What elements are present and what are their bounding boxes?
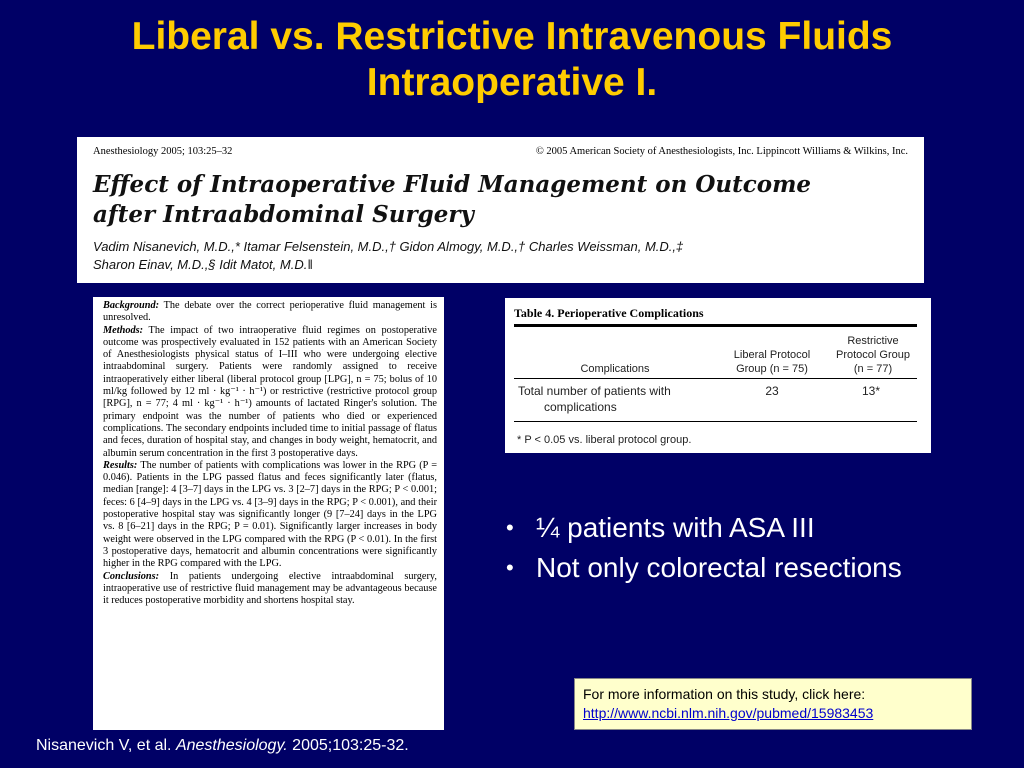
table-header-liberal xyxy=(717,348,827,376)
paper-title xyxy=(93,170,811,230)
abstract-body: In patients undergoing elective intraabdominal surgery, intraoperative use of restrictive fluid management may be advantageous because it reduces postoperative morbidity and shortens hospital stay. xyxy=(103,570,437,607)
slide-title xyxy=(0,14,1024,106)
abstract-heading: Conclusions: xyxy=(103,570,160,582)
paper-authors-line2: Sharon Einav, M.D.,§ Idit Matot, M.D.‖ xyxy=(93,257,313,272)
abstract-text xyxy=(103,300,437,607)
pubmed-link[interactable]: http://www.ncbi.nlm.nih.gov/pubmed/15983453 xyxy=(583,705,874,721)
paper-authors-line1: Vadim Nisanevich, M.D.,* Itamar Felsenstein, M.D.,† Gidon Almogy, M.D.,† Charles Weissman, M.D.,‡ xyxy=(93,239,684,254)
abstract-heading: Methods: xyxy=(103,324,144,336)
abstract-body: The number of patients with complications was lower in the RPG (P = 0.046). Patients in the LPG passed flatus and feces significantly later (flatus, median [range]: 4 [3–7] days in the LPG vs. 3 [2–7] days in the RPG; P < 0.001; feces: 6 [4–9] days in the LPG vs. 4 [3–9] days in the RPG; P < 0.001), and their postoperative hospital stay was significantly longer (9 [7–24] days in the LPG vs. 8 [6–21] days in the RPG; P = 0.01). Significantly larger increases in body weight were observed in the LPG compared with the RPG (P < 0.01). In the first 3 postoperative days, hematocrit and albumin concentrations were significantly higher in the RPG compared with the LPG. xyxy=(103,459,437,570)
table-cell-liberal: 23 xyxy=(765,384,779,398)
paper-copyright: © 2005 American Society of Anesthesiologists, Inc. Lippincott Williams & Wilkins, Inc. xyxy=(535,146,908,157)
citation xyxy=(36,736,409,756)
table-title: Table 4. Perioperative Complications xyxy=(514,306,704,320)
table-header-rule xyxy=(514,378,917,379)
table-header-restrictive-line1: Restrictive xyxy=(847,335,899,347)
abstract-conclusions xyxy=(103,571,437,608)
table-cell-restrictive: 13* xyxy=(861,384,881,398)
slide-title-line1: Liberal vs. Restrictive Intravenous Fluids xyxy=(131,15,893,58)
table-header-liberal-line2: Group (n = 75) xyxy=(736,363,808,375)
bullet-item: • Not only colorectal resections xyxy=(500,548,1000,588)
abstract-image xyxy=(93,297,444,730)
more-info-text: For more information on this study, click here: xyxy=(583,686,866,702)
citation-journal: Anesthesiology. xyxy=(175,737,288,754)
table-row-label xyxy=(518,383,671,415)
abstract-body: The impact of two intraoperative fluid regimes on postoperative outcome was prospectively evaluated in 152 patients with an American Society of Anesthesiologists physical status of I–III who were undergoing elective intraabdominal surgery. Patients were randomly assigned to receive intraoperatively either liberal (liberal protocol group [LPG], n = 75; bolus of 10 ml/kg followed by 12 ml · kg⁻¹ · h⁻¹) or restrictive (restrictive protocol group [RPG], n = 77; 4 ml · kg⁻¹ · h⁻¹) amounts of lactated Ringer's solution. The primary endpoint was the number of patients who died or experienced complications. The secondary endpoints included time to initial passage of flatus and feces, duration of hospital stay, and changes in body weight, hematocrit, and albumin serum concentration in the first 3 postoperative days. xyxy=(103,324,437,459)
citation-authors: Nisanevich V, et al. xyxy=(36,737,176,754)
abstract-body: The debate over the correct perioperative fluid management is unresolved. xyxy=(103,300,437,324)
complications-table-image xyxy=(505,298,931,453)
abstract-heading: Background: xyxy=(103,300,160,311)
table-bottom-rule xyxy=(514,421,917,422)
table-header-restrictive-line3: (n = 77) xyxy=(853,363,893,375)
table-row-label-line1: Total number of patients with xyxy=(518,384,671,398)
more-info-box xyxy=(574,678,972,730)
table-row-label-line2: complications xyxy=(544,400,617,414)
table-header-restrictive xyxy=(820,334,926,376)
table-top-rule xyxy=(514,324,917,327)
table-header-restrictive-line2: Protocol Group xyxy=(836,349,910,361)
table-header-liberal-line1: Liberal Protocol xyxy=(733,349,811,361)
paper-title-line1: Effect of Intraoperative Fluid Management on Outcome xyxy=(93,171,812,198)
citation-details: 2005;103:25-32. xyxy=(287,737,409,754)
abstract-results xyxy=(103,460,437,571)
table-header-complications: Complications xyxy=(580,363,650,375)
abstract-heading: Results: xyxy=(103,459,138,471)
paper-title-line2: after Intraabdominal Surgery xyxy=(93,201,474,228)
paper-header-image xyxy=(77,137,924,283)
abstract-background xyxy=(103,300,437,325)
abstract-methods xyxy=(103,325,437,460)
paper-authors xyxy=(93,238,683,274)
table-footnote: * P < 0.05 vs. liberal protocol group. xyxy=(517,434,692,446)
paper-journal: Anesthesiology 2005; 103:25–32 xyxy=(93,146,233,157)
bullet-item: • ¼ patients with ASA III xyxy=(500,508,1000,548)
slide-title-line2: Intraoperative I. xyxy=(366,61,658,104)
bullet-list xyxy=(500,508,1000,588)
